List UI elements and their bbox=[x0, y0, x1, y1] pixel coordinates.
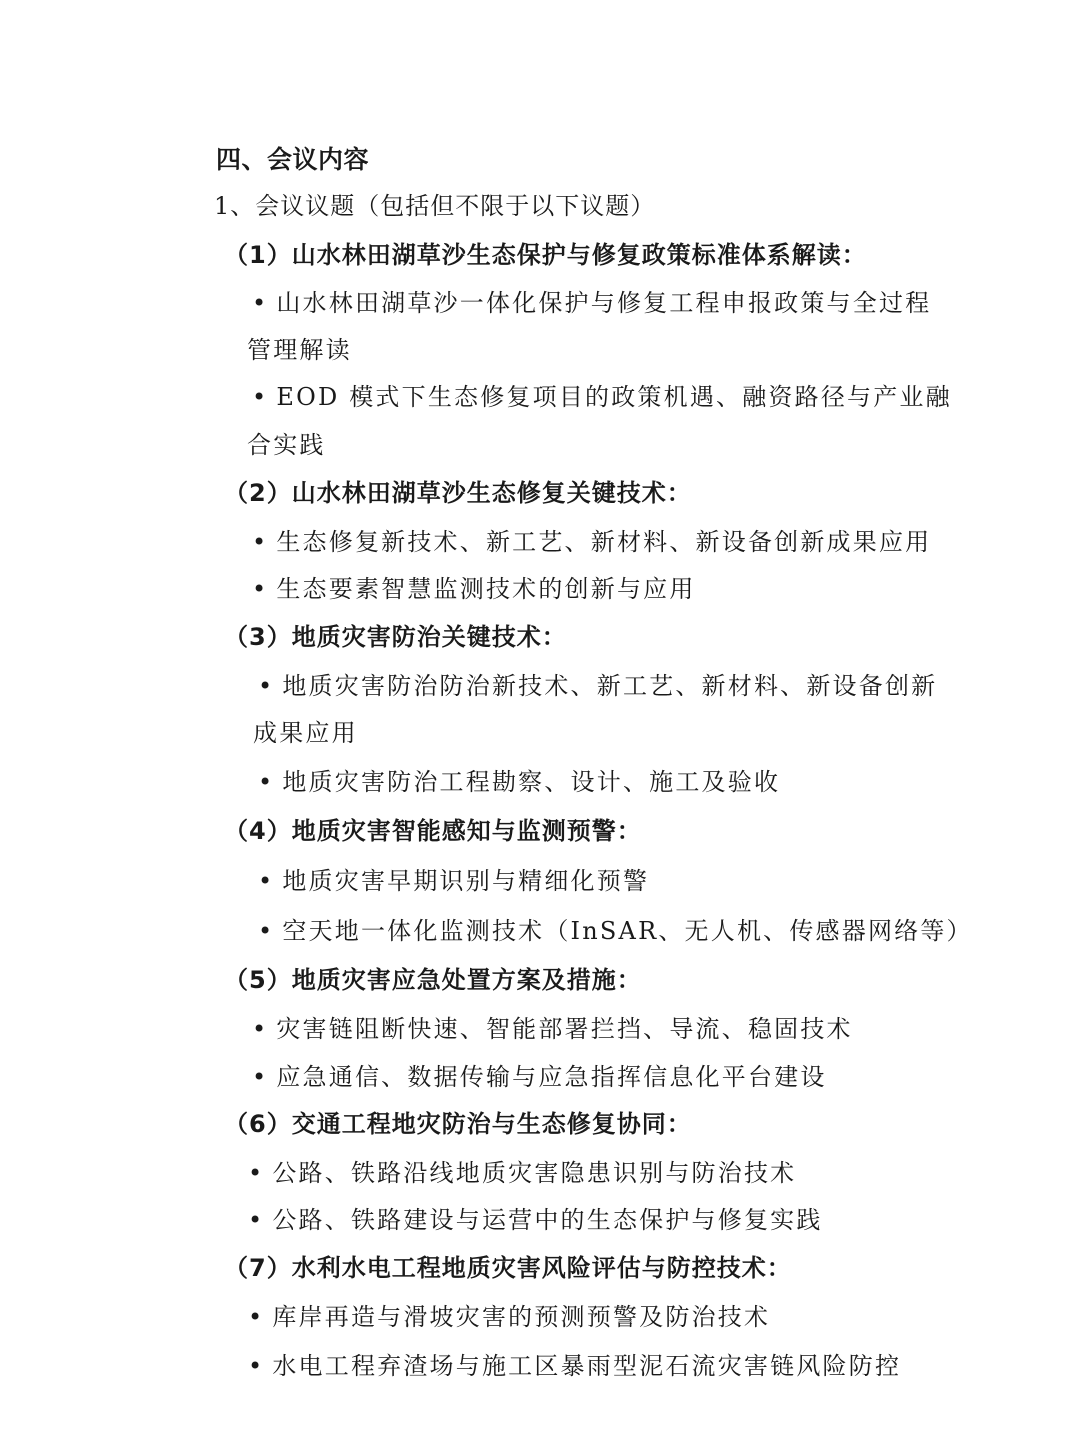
sub-heading-3: （3）地质灾害防治关键技术： bbox=[224, 623, 567, 651]
bullet-item bbox=[252, 291, 931, 315]
bullet-continuation: 合实践 bbox=[247, 431, 326, 459]
bullet-text: 生态要素智慧监测技术的创新与应用 bbox=[276, 575, 696, 603]
bullet-text: 山水林田湖草沙一体化保护与修复工程申报政策与全过程 bbox=[276, 289, 932, 317]
bullet-icon: • bbox=[258, 672, 275, 700]
bullet-item bbox=[248, 1354, 901, 1378]
bullet-text: 水电工程弃渣场与施工区暴雨型泥石流灾害链风险防控 bbox=[272, 1352, 902, 1380]
sub-heading-5: （5）地质灾害应急处置方案及措施： bbox=[224, 966, 642, 994]
bullet-icon: • bbox=[248, 1159, 265, 1187]
bullet-icon: • bbox=[252, 528, 269, 556]
section-title: 四、会议内容 bbox=[216, 145, 370, 174]
bullet-item bbox=[248, 1305, 770, 1329]
bullet-item bbox=[258, 869, 649, 893]
bullet-item bbox=[252, 385, 952, 409]
bullet-text: 生态修复新技术、新工艺、新材料、新设备创新成果应用 bbox=[276, 528, 932, 556]
bullet-icon: • bbox=[248, 1303, 265, 1331]
sub-heading-7: （7）水利水电工程地质灾害风险评估与防控技术： bbox=[224, 1254, 792, 1282]
bullet-icon: • bbox=[252, 289, 269, 317]
bullet-icon: • bbox=[252, 383, 269, 411]
bullet-icon: • bbox=[258, 768, 275, 796]
bullet-item bbox=[252, 1017, 853, 1041]
bullet-item bbox=[248, 1161, 796, 1185]
bullet-icon: • bbox=[252, 1015, 269, 1043]
bullet-item bbox=[252, 530, 931, 554]
bullet-icon: • bbox=[258, 917, 275, 945]
bullet-item bbox=[258, 674, 937, 698]
bullet-item bbox=[248, 1208, 823, 1232]
bullet-item bbox=[252, 577, 696, 601]
bullet-text: 地质灾害防治工程勘察、设计、施工及验收 bbox=[282, 768, 781, 796]
bullet-continuation: 管理解读 bbox=[247, 336, 352, 364]
bullet-text: EOD 模式下生态修复项目的政策机遇、融资路径与产业融 bbox=[276, 383, 952, 411]
sub-heading-4: （4）地质灾害智能感知与监测预警： bbox=[224, 817, 642, 845]
bullet-item bbox=[258, 770, 780, 794]
bullet-icon: • bbox=[248, 1352, 265, 1380]
bullet-item bbox=[252, 1065, 827, 1089]
sub-heading-6: （6）交通工程地灾防治与生态修复协同： bbox=[224, 1110, 692, 1138]
bullet-text: 公路、铁路建设与运营中的生态保护与修复实践 bbox=[272, 1206, 823, 1234]
bullet-icon: • bbox=[258, 867, 275, 895]
bullet-text: 库岸再造与滑坡灾害的预测预警及防治技术 bbox=[272, 1303, 771, 1331]
bullet-text: 公路、铁路沿线地质灾害隐患识别与防治技术 bbox=[272, 1159, 797, 1187]
bullet-icon: • bbox=[252, 575, 269, 603]
bullet-continuation: 成果应用 bbox=[253, 719, 358, 747]
bullet-icon: • bbox=[252, 1063, 269, 1091]
bullet-item bbox=[258, 919, 973, 943]
bullet-text: 灾害链阻断快速、智能部署拦挡、导流、稳固技术 bbox=[276, 1015, 853, 1043]
bullet-icon: • bbox=[248, 1206, 265, 1234]
sub-heading-1: （1）山水林田湖草沙生态保护与修复政策标准体系解读： bbox=[224, 241, 867, 269]
bullet-text: 地质灾害早期识别与精细化预警 bbox=[282, 867, 650, 895]
bullet-text: 地质灾害防治防治新技术、新工艺、新材料、新设备创新 bbox=[282, 672, 938, 700]
sub-heading-2: （2）山水林田湖草沙生态修复关键技术： bbox=[224, 479, 692, 507]
bullet-text: 空天地一体化监测技术（InSAR、无人机、传感器网络等） bbox=[282, 917, 973, 945]
bullet-text: 应急通信、数据传输与应急指挥信息化平台建设 bbox=[276, 1063, 827, 1091]
topic-line: 1、会议议题（包括但不限于以下议题） bbox=[214, 192, 656, 220]
